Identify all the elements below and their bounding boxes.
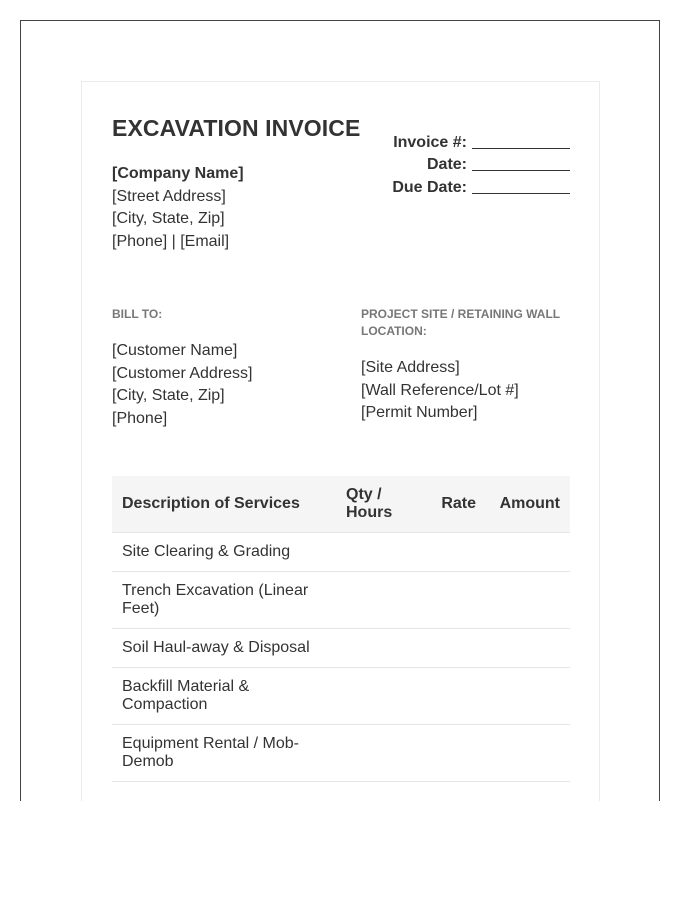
company-contact: [Phone] | [Email] (112, 232, 230, 250)
header-rate: Rate (420, 476, 486, 533)
service-rate[interactable] (420, 725, 486, 782)
service-rate[interactable] (420, 572, 486, 629)
table-row (112, 668, 570, 725)
company-name: [Company Name] (112, 165, 244, 182)
service-description: Site Clearing & Grading (112, 533, 336, 572)
customer-name: [Customer Name] (112, 342, 238, 359)
invoice-number-row (360, 129, 570, 152)
due-date-field[interactable] (472, 178, 570, 194)
due-date-label: Due Date: (392, 178, 467, 196)
service-qty[interactable] (336, 572, 420, 629)
table-row (112, 572, 570, 629)
service-amount[interactable] (486, 533, 570, 572)
services-table (112, 476, 570, 782)
invoice-number-label: Invoice #: (393, 133, 467, 151)
service-description: Soil Haul-away & Disposal (112, 629, 336, 668)
customer-address: [Customer Address] (112, 364, 253, 382)
service-qty[interactable] (336, 533, 420, 572)
date-field[interactable] (472, 155, 570, 171)
header-qty: Qty / Hours (336, 476, 420, 533)
service-description: Backfill Material & Compaction (112, 668, 336, 725)
permit-number: [Permit Number] (361, 404, 478, 421)
date-label: Date: (426, 156, 467, 173)
project-site-label: PROJECT SITE / RETAINING WALL LOCATION: (361, 307, 560, 338)
date-row (360, 152, 570, 175)
service-rate[interactable] (420, 533, 486, 572)
company-info (112, 163, 244, 253)
service-qty[interactable] (336, 629, 420, 668)
invoice-title: EXCAVATION INVOICE (112, 115, 361, 141)
table-row (112, 533, 570, 572)
invoice-number-field[interactable] (472, 133, 570, 149)
table-row (112, 725, 570, 782)
header-amount: Amount (486, 476, 570, 533)
table-header-row (112, 476, 570, 533)
customer-city: [City, State, Zip] (112, 387, 225, 404)
service-amount[interactable] (486, 572, 570, 629)
service-description: Equipment Rental / Mob-Demob (112, 725, 336, 782)
service-description: Trench Excavation (Linear Feet) (112, 572, 336, 629)
service-qty[interactable] (336, 668, 420, 725)
bill-to-label: BILL TO: (112, 307, 163, 321)
wall-reference: [Wall Reference/Lot #] (361, 381, 519, 399)
due-date-row (360, 174, 570, 197)
service-rate[interactable] (420, 668, 486, 725)
company-city: [City, State, Zip] (112, 210, 225, 227)
customer-phone: [Phone] (112, 409, 168, 427)
service-amount[interactable] (486, 725, 570, 782)
company-street: [Street Address] (112, 187, 226, 205)
header-description: Description of Services (112, 476, 336, 533)
site-address: [Site Address] (361, 359, 460, 376)
table-row (112, 629, 570, 668)
service-qty[interactable] (336, 725, 420, 782)
service-amount[interactable] (486, 668, 570, 725)
bill-to-block (112, 340, 253, 430)
project-site-block (361, 357, 519, 425)
service-amount[interactable] (486, 629, 570, 668)
invoice-meta (360, 129, 570, 197)
service-rate[interactable] (420, 629, 486, 668)
